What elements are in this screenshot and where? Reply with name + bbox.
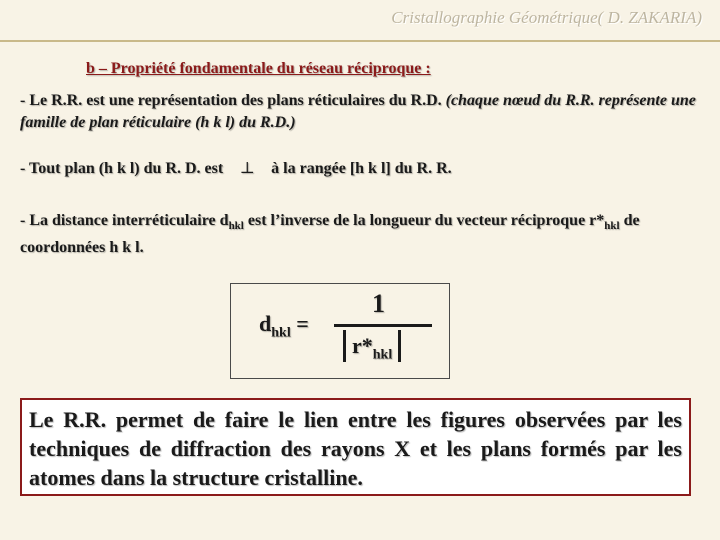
paragraph3-sub1: hkl [228,220,244,233]
formula-denominator-norm [343,330,401,362]
paragraph1-italic-text: (chaque nœud du R.R. représente une famille de plan réticulaire (h k l) du R.D.) [20,92,696,131]
formula-lhs-symbol: d [259,311,272,336]
paragraph-perpendicular-property [20,158,710,180]
formula-denominator-subscript: hkl [372,347,393,363]
paragraph3-part2: est l’inverse de la longueur du vecteur réciproque r* [243,212,605,229]
paragraph2-before: - Tout plan (h k l) du R. D. est [20,160,228,177]
paragraph-interplanar-distance [20,210,710,259]
formula-lhs [259,311,309,341]
formula-numerator: 1 [372,289,385,318]
formula-equals: = [296,311,309,336]
formula-denominator-vector: r* [352,333,373,358]
header-title: Cristallographie Géométrique( D. ZAKARIA) [391,8,702,27]
paragraph3-sub2: hkl [604,220,620,233]
paragraph3-part1: - La distance interréticulaire d [20,212,229,229]
paragraph1-text: - Le R.R. est une représentation des plans réticulaires du R.D. [20,92,446,109]
perpendicular-symbol: ⊥ [239,160,255,177]
conclusion-box: Le R.R. permet de faire le lien entre les figures observées par les techniques de diffraction des rayons X et les plans formés par les atomes dans la structure cristalline. [20,398,691,496]
paragraph3-part3: de coordonnées h k l. [20,212,640,257]
section-title: b – Propriété fondamentale du réseau réciproque : [86,60,431,77]
slide-header [0,0,720,42]
formula-box [230,283,450,379]
formula-lhs-subscript: hkl [271,325,291,341]
fraction-bar [334,324,432,327]
paragraph-reciprocal-representation [20,90,710,134]
paragraph2-after: à la rangée [h k l] du R. R. [267,160,452,177]
